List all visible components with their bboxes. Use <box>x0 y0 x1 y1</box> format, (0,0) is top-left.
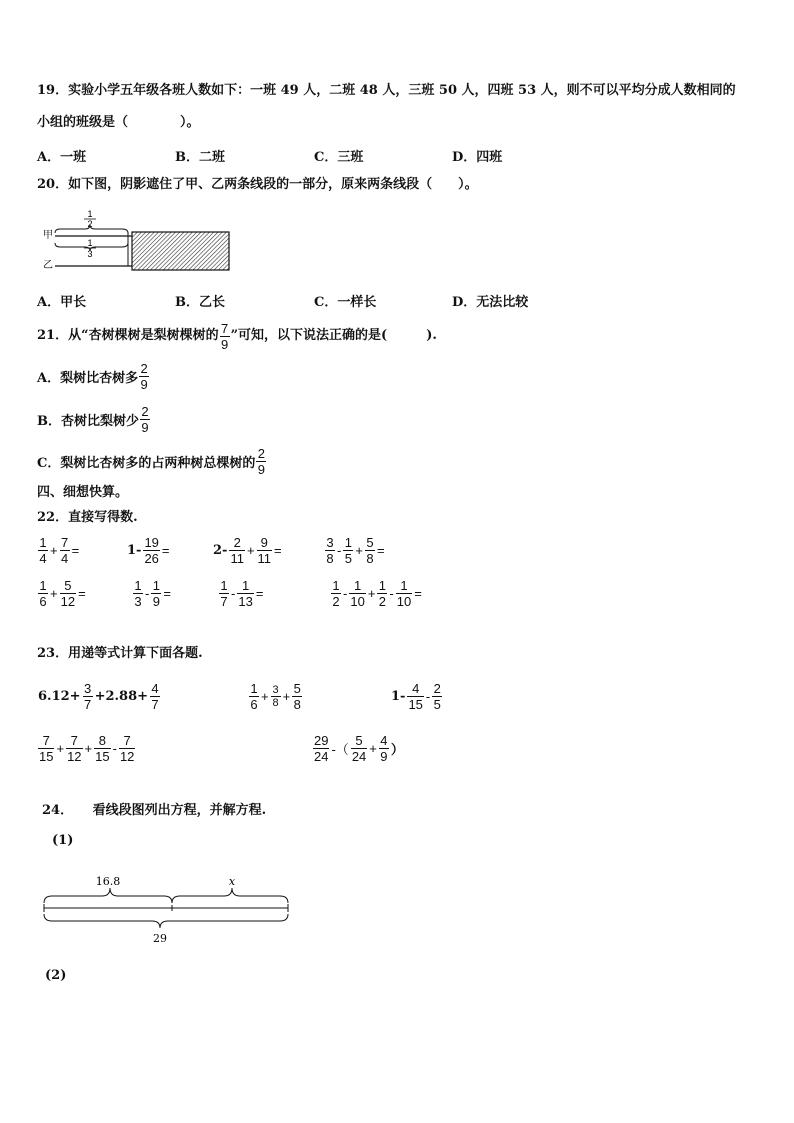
q22-r2-e4: $\frac{1}{2}$ - $\frac{1}{10}$ + $\frac{1}{2}$ - $\frac{1}{10}$ = <box>332 578 422 609</box>
q19-option-a[interactable]: A．一班 <box>37 150 87 165</box>
q20-figure <box>40 206 240 272</box>
q22-title: 22．直接写得数. <box>37 510 138 525</box>
q22-r2-e1: $\frac{1}{6}$ + $\frac{5}{12}$ = <box>39 578 86 609</box>
q19-line1: 19．实验小学五年级各班人数如下：一班 49 人，二班 48 人，三班 50 人，四班 53 人，则不可以平均分成人数相同的 <box>37 83 736 98</box>
q24-left-value: 16.8 <box>95 875 121 888</box>
q21-stem <box>37 318 437 354</box>
q21-frac-den: 9 <box>220 336 229 352</box>
q20-jia-label: 甲 <box>43 230 53 241</box>
q21-frac-num: 7 <box>220 320 229 336</box>
q20-option-b[interactable]: B．乙长 <box>175 295 225 310</box>
q23-e4: $\frac{7}{15}$ + $\frac{7}{12}$ + $\frac{8}{15}$ - $\frac{7}{12}$ <box>39 733 135 764</box>
q22-r1-e2: 1- $\frac{19}{26}$ = <box>127 535 170 566</box>
q21-suffix: ”可知，以下说法正确的是( ). <box>230 328 437 343</box>
q22-r1-e1: $\frac{1}{4}$ + $\frac{7}{4}$ = <box>39 535 80 566</box>
q24-total-value: 29 <box>153 932 167 945</box>
q21-option-a[interactable] <box>37 358 150 394</box>
q19-line2: 小组的班级是（ ）。 <box>37 115 200 130</box>
q24-title: 24． 看线段图列出方程，并解方程. <box>42 803 267 818</box>
q21-option-c[interactable] <box>37 443 267 479</box>
q22-r1-e3: 2- $\frac{2}{11}$ + $\frac{9}{11}$ = <box>213 535 282 566</box>
q23-e1: 6.12+ $\frac{3}{7}$ +2.88+ $\frac{4}{7}$ <box>38 681 159 712</box>
q20-option-d[interactable]: D．无法比较 <box>452 295 529 310</box>
q21-option-c-den: 9 <box>257 461 265 477</box>
q20-jia-frac-n: 1 <box>87 209 93 219</box>
q23-title: 23．用递等式计算下面各题. <box>37 646 203 661</box>
q21-option-c-num: 2 <box>257 445 265 461</box>
q21-option-a-den: 9 <box>140 376 148 392</box>
q24-part2-label: (2) <box>45 968 67 983</box>
q24-line-diagram <box>40 872 292 946</box>
q22-r1-e4: $\frac{3}{8}$ - $\frac{1}{5}$ + $\frac{5}{8}$ = <box>326 535 385 566</box>
q22-r2-e3: $\frac{1}{7}$ - $\frac{1}{13}$ = <box>220 578 264 609</box>
section-heading: 四、细想快算。 <box>37 485 129 500</box>
q21-option-a-num: 2 <box>140 360 148 376</box>
q22-r2-e2: $\frac{1}{3}$ - $\frac{1}{9}$ = <box>134 578 171 609</box>
q24-right-value: x <box>228 875 236 888</box>
q21-option-a-text: A．梨树比杏树多 <box>37 370 139 386</box>
q19-option-b[interactable]: B．二班 <box>175 150 225 165</box>
q19-option-d[interactable]: D．四班 <box>452 150 503 165</box>
q24-part1-label: (1) <box>52 833 74 848</box>
q21-option-b-num: 2 <box>141 403 149 419</box>
q20-yi-label: 乙 <box>43 260 53 271</box>
q21-option-b[interactable] <box>37 401 151 437</box>
q20-jia-frac-d: 2 <box>87 219 93 229</box>
q23-e3: 1- $\frac{4}{15}$ - $\frac{2}{5}$ <box>391 681 441 712</box>
q23-e5: $\frac{29}{24}$ -（ $\frac{5}{24}$ + $\frac{4}{9}$ ） <box>314 733 404 764</box>
q20-yi-frac-d: 3 <box>87 249 93 259</box>
q20-option-c[interactable]: C．一样长 <box>314 295 377 310</box>
q19-option-c[interactable]: C．三班 <box>314 150 364 165</box>
q21-option-c-text: C．梨树比杏树多的占两种树总棵树的 <box>37 455 256 471</box>
q20-yi-frac-n: 1 <box>87 238 93 248</box>
q20-option-a[interactable]: A．甲长 <box>37 295 87 310</box>
q21-option-b-den: 9 <box>141 419 149 435</box>
q20-text: 20．如下图，阴影遮住了甲、乙两条线段的一部分，原来两条线段（ ）。 <box>37 177 478 192</box>
q23-e2: $\frac{1}{6}$ + $\frac{3}{8}$ + $\frac{5}{8}$ <box>250 681 301 712</box>
q21-fraction <box>220 321 230 352</box>
q21-prefix: 21．从“杏树棵树是梨树棵树的 <box>37 328 219 343</box>
q21-option-b-text: B．杏树比梨树少 <box>37 413 139 429</box>
